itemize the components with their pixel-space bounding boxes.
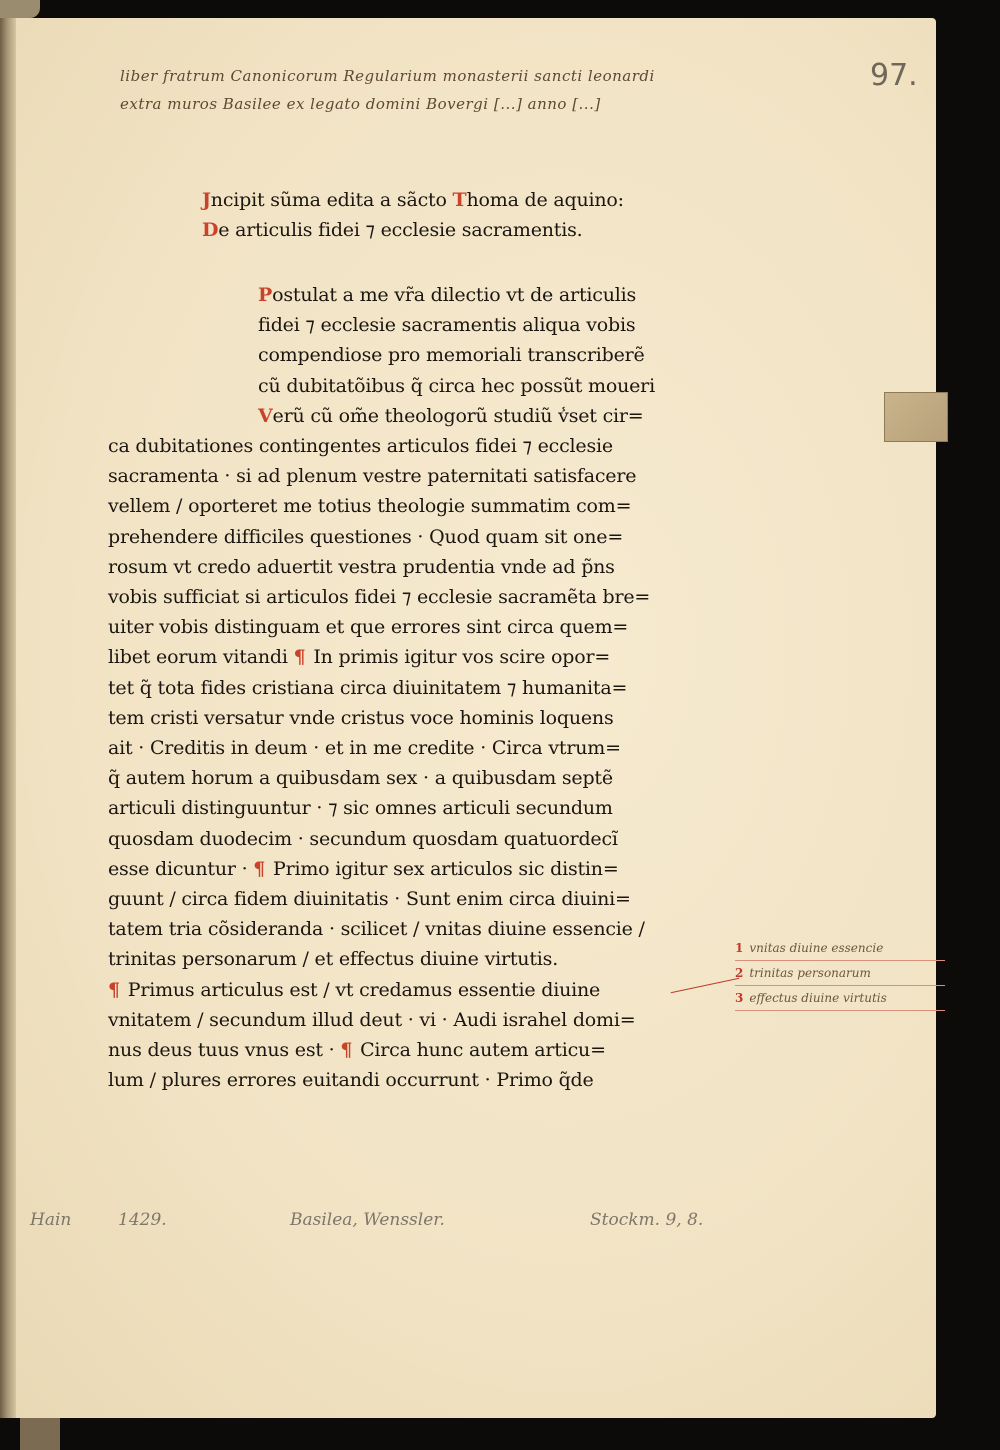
text-line: lum / plures errores euitandi occurrunt · Primo q̃de bbox=[108, 1069, 594, 1092]
text-line: trinitas personarum / et effectus diuine virtutis. bbox=[108, 948, 559, 971]
title-line: Jncipit sũma edita a sãcto Thoma de aquino: bbox=[202, 189, 624, 211]
text-line: libet eorum vitandi ¶ In primis igitur vos scire opor= bbox=[108, 646, 611, 669]
title-block bbox=[202, 185, 722, 245]
text-line: compendiose pro memoriali transcriberẽ bbox=[258, 344, 645, 367]
text-line: ait · Creditis in deum · et in me credite · Circa vtrum= bbox=[108, 737, 621, 760]
rubricated-initial: V bbox=[258, 404, 273, 427]
text-line: prehendere difficiles questiones · Quod quam sit one= bbox=[108, 525, 624, 548]
provenance-note bbox=[120, 62, 655, 118]
paper-tab-marker bbox=[884, 392, 948, 442]
text-line: tem cristi versatur vnde cristus voce hominis loquens bbox=[108, 706, 614, 729]
rubricated-initial: D bbox=[202, 219, 219, 242]
text-line: ca dubitationes contingentes articulos fidei ⁊ ecclesie bbox=[108, 435, 613, 458]
text-line: cũ dubitatõibus q̃ circa hec possũt moueri bbox=[258, 374, 655, 397]
marginal-note: 2 trinitas personarum bbox=[735, 961, 945, 986]
text-line: quosdam duodecim · secundum quosdam quatuordecĩ bbox=[108, 827, 618, 850]
page-corner bbox=[0, 0, 40, 18]
rubricated-initial: T bbox=[452, 189, 467, 211]
text-line: Postulat a me vr̃a dilectio vt de articulis bbox=[258, 284, 637, 306]
text-line: ¶ Primus articulus est / vt credamus essentie diuine bbox=[108, 978, 601, 1001]
text-line: tet q̃ tota fides cristiana circa diuinitatem ⁊ humanita= bbox=[108, 676, 628, 699]
provenance-line: liber fratrum Canonicorum Regularium monasterii sancti leonardi bbox=[120, 67, 655, 85]
binding-shadow bbox=[0, 18, 16, 1418]
text-line: uiter vobis distinguam et que errores sint circa quem= bbox=[108, 616, 629, 639]
text-line: vellem / oporteret me totius theologie summatim com= bbox=[108, 495, 632, 518]
marginal-note: 3 effectus diuine virtutis bbox=[735, 986, 945, 1011]
folio-number: 97. bbox=[870, 58, 918, 93]
text-line: tatem tria cõsideranda · scilicet / vnitas diuine essencie / bbox=[108, 918, 645, 941]
rubricated-initial: P bbox=[258, 284, 273, 306]
binding-edge bbox=[20, 1418, 60, 1450]
text-line: fidei ⁊ ecclesie sacramentis aliqua vobis bbox=[258, 314, 636, 337]
pencil-note-shelfmark: Stockm. 9, 8. bbox=[590, 1210, 704, 1230]
text-line: guunt / circa fidem diuinitatis · Sunt enim circa diuini= bbox=[108, 888, 631, 911]
title-line: De articulis fidei ⁊ ecclesie sacramentis. bbox=[202, 219, 583, 242]
text-line: Verũ cũ om̃e theologorũ studiũ v̾set cir= bbox=[258, 404, 644, 427]
pencil-note-hain-number: 1429. bbox=[118, 1210, 167, 1230]
pencil-note-hain: Hain bbox=[30, 1210, 72, 1230]
text-line: articuli distinguuntur · ⁊ sic omnes articuli secundum bbox=[108, 797, 613, 820]
provenance-line: extra muros Basilee ex legato domini Bovergi [...] anno [...] bbox=[120, 95, 601, 113]
text-line: esse dicuntur · ¶ Primo igitur sex articulos sic distin= bbox=[108, 857, 619, 880]
marginal-note: 1 vnitas diuine essencie bbox=[735, 936, 945, 961]
rubricated-initial: J bbox=[202, 189, 211, 211]
text-line: rosum vt credo aduertit vestra prudentia vnde ad p̃ns bbox=[108, 555, 615, 578]
text-line: q̃ autem horum a quibusdam sex · a quibusdam septẽ bbox=[108, 767, 613, 790]
text-line: vobis sufficiat si articulos fidei ⁊ ecclesie sacramẽta bre= bbox=[108, 586, 651, 609]
text-line: sacramenta · si ad plenum vestre paternitati satisfacere bbox=[108, 465, 637, 488]
pencil-note-printer: Basilea, Wenssler. bbox=[290, 1210, 445, 1230]
text-line: nus deus tuus vnus est · ¶ Circa hunc autem articu= bbox=[108, 1039, 606, 1062]
marginal-notes bbox=[735, 936, 945, 1011]
text-line: vnitatem / secundum illud deut · vi · Audi israhel domi= bbox=[108, 1008, 636, 1031]
body-text bbox=[108, 280, 708, 1095]
